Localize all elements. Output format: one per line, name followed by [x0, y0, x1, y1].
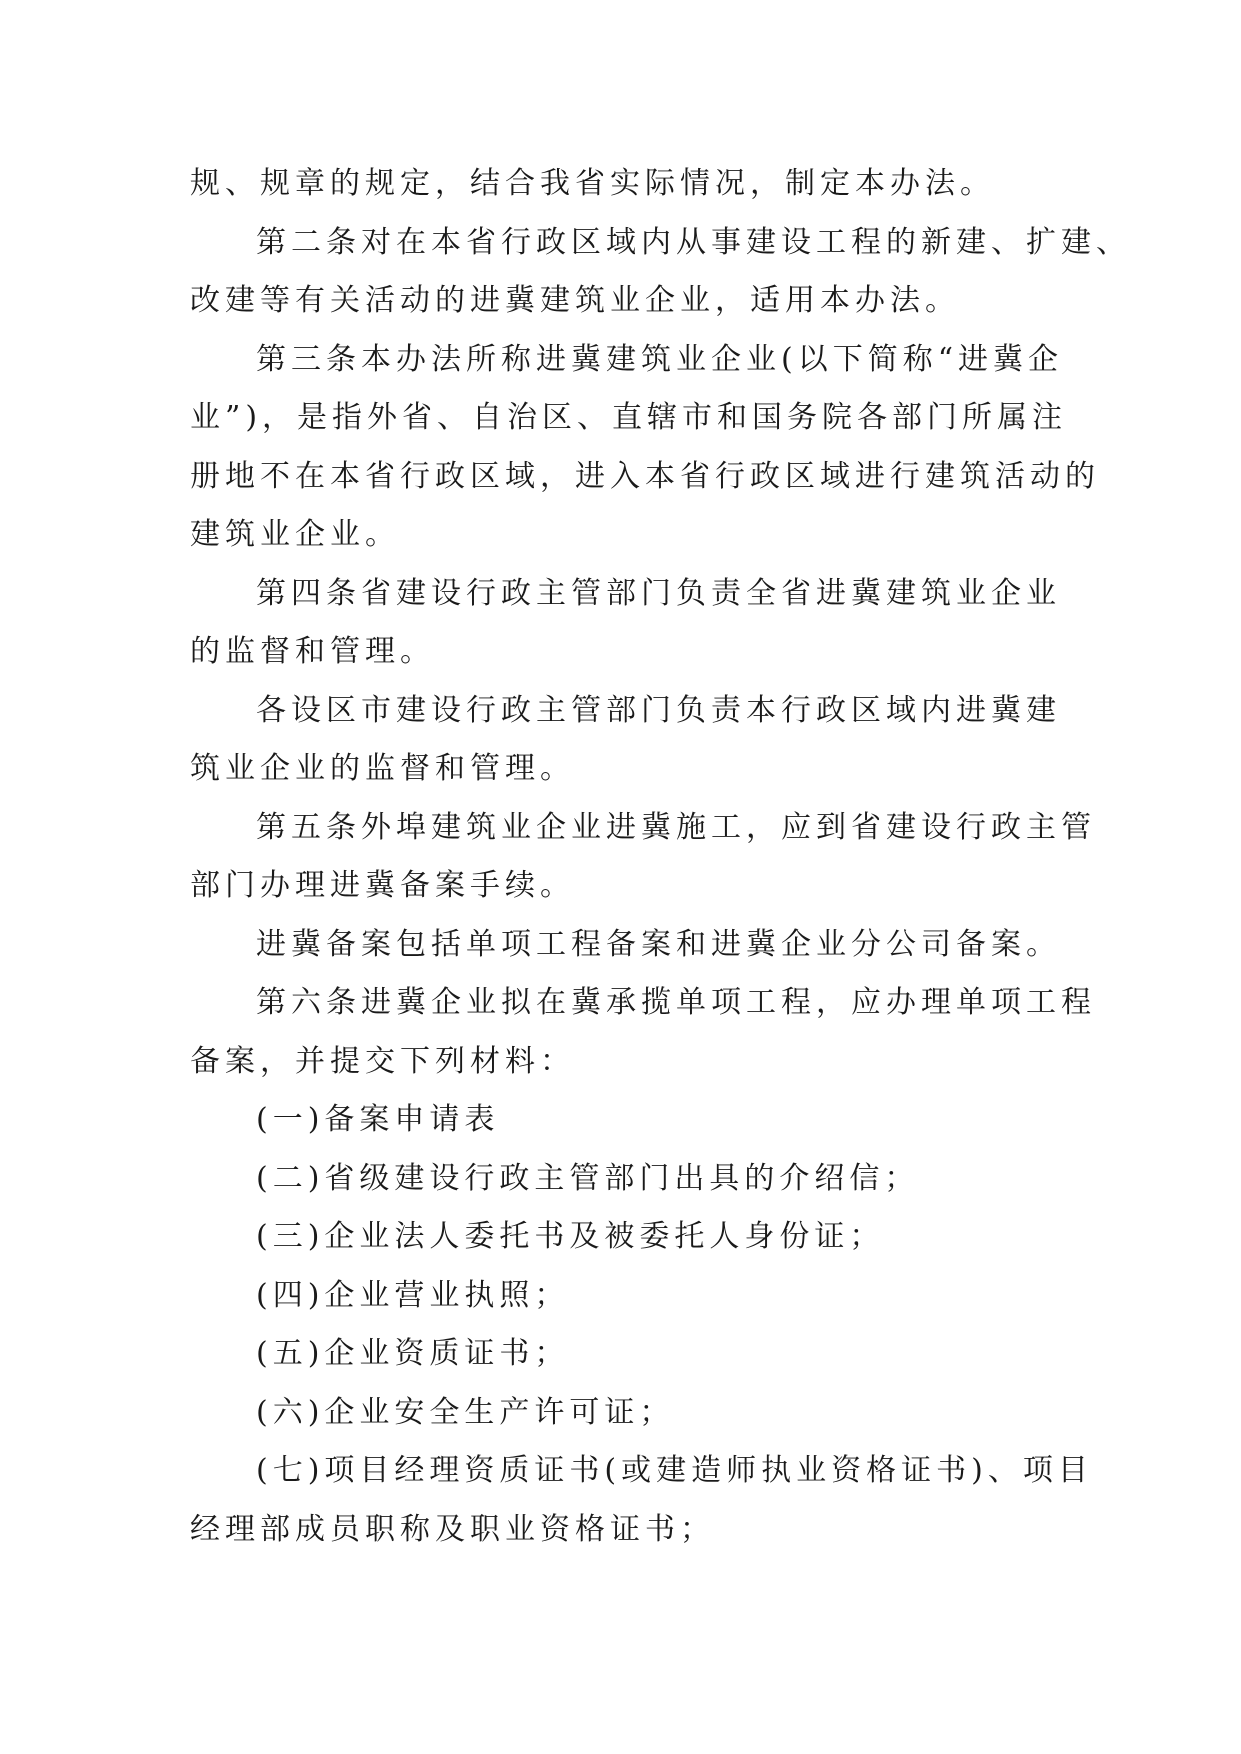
text-line: (一)备案申请表 [256, 1102, 500, 1137]
text-line: (三)企业法人委托书及被委托人身份证； [256, 1219, 885, 1254]
text-line: 进冀备案包括单项工程备案和进冀企业分公司备案。 [256, 926, 1061, 962]
text-line: 第三条本办法所称进冀建筑业企业(以下简称“进冀企 [256, 341, 1064, 377]
text-line: (二)省级建设行政主管部门出具的介绍信； [256, 1160, 920, 1196]
text-line: 部门办理进冀备案手续。 [190, 868, 575, 903]
text-line: 经理部成员职称及职业资格证书； [190, 1511, 715, 1547]
text-line: 规、规章的规定，结合我省实际情况，制定本办法。 [190, 166, 995, 201]
text-line: 的监督和管理。 [190, 634, 435, 669]
text-line: (六)企业安全生产许可证； [256, 1394, 675, 1430]
text-line: 各设区市建设行政主管部门负责本行政区域内进冀建 [256, 692, 1061, 728]
text-line: 改建等有关活动的进冀建筑业企业，适用本办法。 [190, 283, 960, 318]
text-line: 备案，并提交下列材料： [190, 1043, 575, 1079]
text-line: 第四条省建设行政主管部门负责全省进冀建筑业企业 [256, 575, 1061, 611]
text-line: 第六条进冀企业拟在冀承揽单项工程，应办理单项工程 [256, 985, 1096, 1020]
text-line: 第五条外埠建筑业企业进冀施工，应到省建设行政主管 [256, 809, 1096, 845]
text-line: (五)企业资质证书； [256, 1336, 570, 1371]
text-line: 建筑业企业。 [190, 517, 400, 552]
document-body [190, 155, 1131, 1559]
text-line: 业”)，是指外省、自治区、直辖市和国务院各部门所属注 [190, 400, 1068, 435]
text-line: 筑业企业的监督和管理。 [190, 751, 575, 786]
text-line: 册地不在本省行政区域，进入本省行政区域进行建筑活动的 [190, 458, 1100, 494]
text-line: (四)企业营业执照； [256, 1277, 570, 1313]
text-line: 第二条对在本省行政区域内从事建设工程的新建、扩建、 [256, 224, 1131, 260]
text-line: (七)项目经理资质证书(或建造师执业资格证书)、项目 [256, 1453, 1093, 1488]
